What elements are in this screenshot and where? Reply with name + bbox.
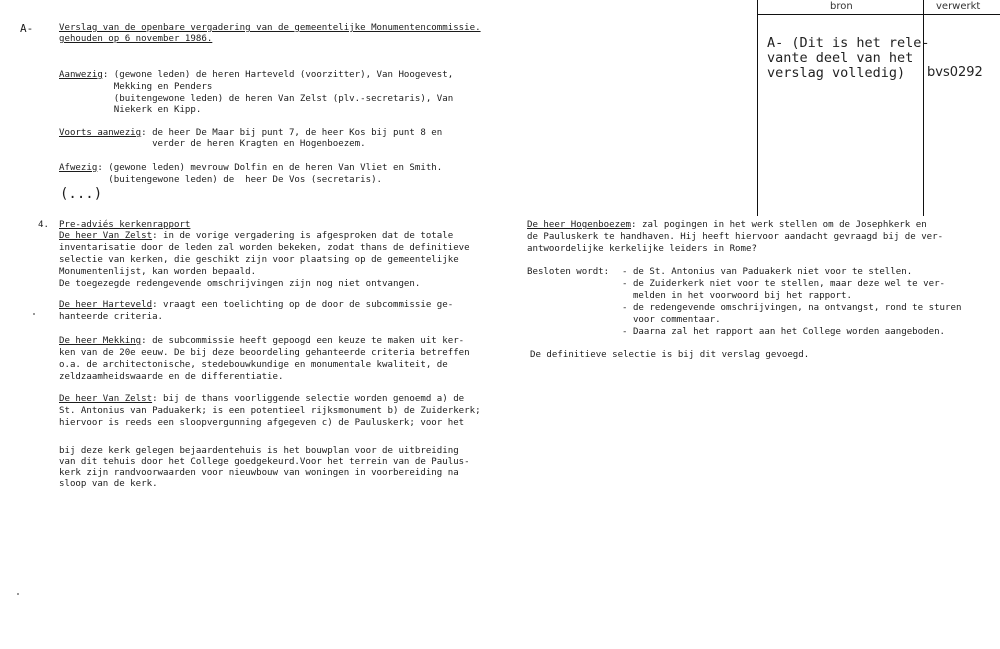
margin-marker: A- <box>20 22 34 35</box>
speaker-name: De heer Mekking <box>59 336 142 346</box>
decision-item: - Daarna zal het rapport aan het College worden aangeboden. <box>622 327 946 337</box>
speaker-name: De heer Hogenboezem <box>527 220 632 230</box>
speech-line: hanteerde criteria. <box>59 312 164 322</box>
speech-line: De toegezegde redengevende omschrijvingen zijn nog niet ontvangen. <box>59 279 421 289</box>
processed-code: bvs0292 <box>927 65 983 80</box>
item-number: 4. <box>38 220 49 230</box>
bron-header: bron <box>830 1 853 12</box>
decision-item: melden in het voorwoord bij het rapport. <box>622 291 852 301</box>
speech-line: Monumentenlijst, kan worden bepaald. <box>59 267 257 277</box>
also-line: verder de heren Kragten en Hogenboezem. <box>59 139 366 149</box>
verwerkt-header: verwerkt <box>936 1 981 12</box>
speech-line: van dit tehuis door het College goedgekeurd.Voor het terrein van de Paulus- <box>59 457 470 467</box>
speech-line: : zal pogingen in het werk stellen om de Josephkerk en <box>631 220 927 230</box>
speech-line: : vraagt een toelichting op de door de subcommissie ge- <box>152 300 454 310</box>
speech-line: zeldzaamheidswaarde en de differentiatie. <box>59 372 284 382</box>
speech-line: St. Antonius van Paduakerk; is een potentieel rijksmonument b) de Zuiderkerk; <box>59 406 481 416</box>
ellipsis: (...) <box>60 186 103 202</box>
source-box-header <box>758 0 1000 15</box>
speaker-name: De heer Van Zelst <box>59 394 153 404</box>
present-line: Mekking en Penders <box>59 82 213 92</box>
scan-speck <box>17 593 19 595</box>
decision-item: - de redengevende omschrijvingen, na ontvangst, rond te sturen <box>622 303 962 313</box>
speech-line: : de subcommissie heeft gepoogd een keuze te maken uit ker- <box>141 336 465 346</box>
absent-line: : (gewone leden) mevrouw Dolfin en de heren Van Vliet en Smith. <box>97 163 443 173</box>
source-box <box>757 0 1000 216</box>
present-line: (buitengewone leden) de heren Van Zelst (plv.-secretaris), Van <box>59 94 454 104</box>
speech-line: inventarisatie door de leden zal worden bekeken, zodat thans de definitieve <box>59 243 470 253</box>
present-label: Aanwezig <box>59 70 103 80</box>
item-heading: Pre-adviés kerkenrapport <box>59 220 191 230</box>
scan-speck <box>33 313 35 315</box>
speech-line: de Pauluskerk te handhaven. Hij heeft hiervoor aandacht gevraagd bij de ver- <box>527 232 944 242</box>
decided-label: Besloten wordt: <box>527 267 610 277</box>
source-note-line: verslag volledig) <box>767 65 906 81</box>
speech-line: kerk zijn randvoorwaarden voor nieuwbouw van woningen in voorbereiding na <box>59 468 459 478</box>
absent-line: (buitengewone leden) de heer De Vos (secretaris). <box>59 175 383 185</box>
speech-line: hiervoor is reeds een sloopvergunning afgegeven c) de Pauluskerk; voor het <box>59 418 465 428</box>
speech-line: selectie van kerken, die geschikt zijn voor plaatsing op de gemeentelijke <box>59 255 459 265</box>
speech-line: sloop van de kerk. <box>59 479 158 489</box>
absent-label: Afwezig <box>59 163 98 173</box>
present-line: : (gewone leden) de heren Harteveld (voorzitter), Van Hoogevest, <box>102 70 454 80</box>
speech-line: o.a. de architectonische, stedebouwkundige en monumentale kwaliteit, de <box>59 360 448 370</box>
speech-line: bij deze kerk gelegen bejaardentehuis is het bouwplan voor de uitbreiding <box>59 446 459 456</box>
report-title: Verslag van de openbare vergadering van de gemeentelijke Monumentencommissie. <box>59 23 481 33</box>
speech-line: : bij de thans voorliggende selectie worden genoemd a) de <box>152 394 465 404</box>
also-present-label: Voorts aanwezig <box>59 128 142 138</box>
also-line: : de heer De Maar bij punt 7, de heer Kos bij punt 8 en <box>141 128 443 138</box>
speech-line: ken van de 20e eeuw. De bij deze beoordeling gehanteerde criteria betreffen <box>59 348 470 358</box>
decision-item: - de Zuiderkerk niet voor te stellen, maar deze wel te ver- <box>622 279 946 289</box>
speaker-name: De heer Van Zelst <box>59 231 153 241</box>
column-divider <box>923 0 924 216</box>
present-line: Niekerk en Kipp. <box>59 105 202 115</box>
speaker-name: De heer Harteveld <box>59 300 153 310</box>
decision-item: - de St. Antonius van Paduakerk niet voor te stellen. <box>622 267 913 277</box>
source-note-line: A- (Dit is het rele- <box>767 35 930 51</box>
source-note-line: vante deel van het <box>767 50 914 66</box>
speech-line: : in de vorige vergadering is afgesproken dat de totale <box>152 231 454 241</box>
decision-item: voor commentaar. <box>622 315 721 325</box>
final-note: De definitieve selectie is bij dit verslag gevoegd. <box>530 350 810 360</box>
report-date: gehouden op 6 november 1986. <box>59 34 213 44</box>
speech-line: antwoordelijke kerkelijke leiders in Rome? <box>527 244 757 254</box>
